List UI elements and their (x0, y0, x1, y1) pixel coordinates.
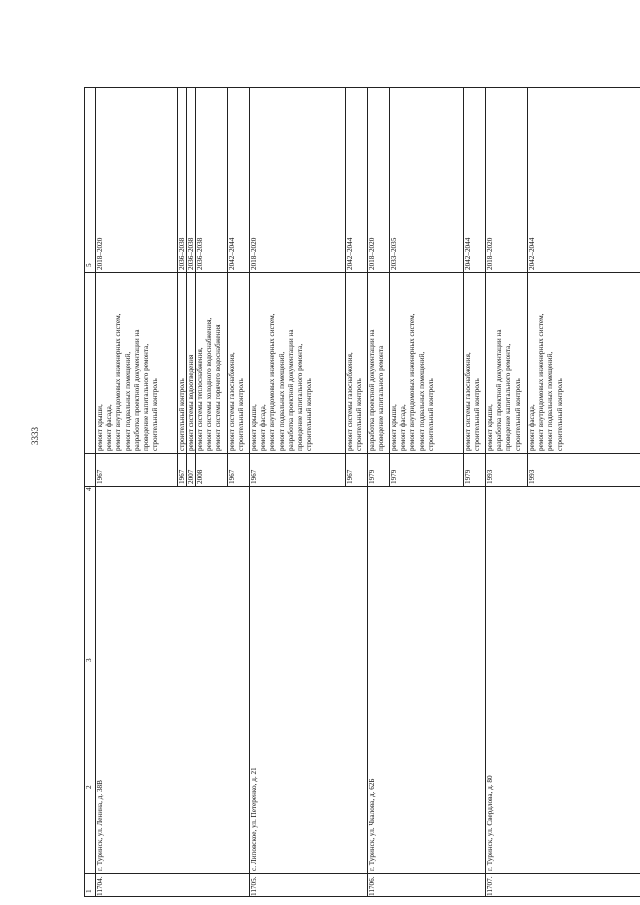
work-line: ремонт системы теплоснабжения, (196, 347, 204, 451)
table-border-right (84, 87, 640, 88)
row-id: 11705. (250, 876, 258, 896)
work-line: разработка проектной документации на (132, 329, 141, 451)
col-header-2: 2 (85, 785, 93, 789)
column-divider (84, 873, 640, 874)
row-period: 2036–2038 (178, 237, 186, 270)
work-line: проведение капитального ремонта, (504, 343, 513, 451)
subrow-divider (345, 87, 346, 487)
row-divider (485, 87, 486, 897)
table-border-top (84, 87, 85, 897)
col-header-4: 4 (85, 487, 93, 491)
row-year: 1979 (464, 469, 472, 484)
row-period: 2042–2044 (528, 237, 536, 270)
row-year: 1979 (390, 469, 398, 484)
row-id: 11706. (368, 876, 376, 896)
work-line: ремонт фасада, (399, 404, 408, 451)
work-line: ремонт фасада, (528, 404, 536, 451)
work-line: разработка проектной документации на (286, 329, 295, 451)
header-divider (95, 87, 96, 897)
col-header-1: 1 (85, 889, 93, 893)
work-line: строительный контроль (355, 378, 364, 451)
row-address: с. Липовское, ул. Петеренко, д. 21 (250, 767, 258, 871)
table-border-left (84, 896, 640, 897)
work-line: ремонт внутридомовых инженерных систем, (537, 313, 546, 451)
work-line: ремонт системы газоснабжения, (228, 352, 236, 451)
row-period: 2018–2020 (96, 237, 104, 270)
page-number: 3333 (30, 427, 40, 445)
work-line: ремонт системы газоснабжения, (346, 352, 354, 451)
row-period: 2018–2020 (368, 237, 376, 270)
work-line: ремонт крыши, (250, 404, 258, 451)
column-divider (84, 272, 640, 273)
subrow-divider (177, 87, 178, 487)
work-line: ремонт системы водоотведения (187, 354, 195, 451)
row-divider (367, 87, 368, 897)
work-line: ремонт фасада, (259, 404, 268, 451)
work-line: ремонт внутридомовых инженерных систем, (268, 313, 277, 451)
row-address: г. Туринск, ул. Чкалова, д. 62Б (368, 778, 376, 871)
work-line: ремонт фасада, (105, 404, 114, 451)
subrow-divider (389, 87, 390, 487)
row-period: 2018–2020 (250, 237, 258, 270)
work-line: строительный контроль (473, 378, 482, 451)
row-year: 1967 (346, 469, 354, 484)
work-line: строительный контроль (237, 378, 246, 451)
subrow-divider (463, 87, 464, 487)
row-divider (249, 87, 250, 897)
row-id: 11704. (96, 876, 104, 896)
row-period: 2033–2035 (390, 237, 398, 270)
col-header-5: 5 (85, 263, 93, 267)
row-period: 2042–2044 (346, 237, 354, 270)
work-line: ремонт крыши, (486, 404, 494, 451)
row-year: 1993 (486, 469, 494, 484)
column-divider (84, 453, 640, 454)
work-line: строительный контроль (513, 378, 522, 451)
work-line: ремонт системы газоснабжения, (464, 352, 472, 451)
col-header-3: 3 (85, 658, 93, 662)
work-line: строительный контроль (555, 378, 564, 451)
row-year: 1967 (178, 469, 186, 484)
work-line: ремонт системы горячего водоснабжения (214, 324, 223, 451)
row-period: 2036–2038 (187, 237, 195, 270)
work-line: ремонт системы холодного водоснабжения, (205, 317, 214, 451)
row-year: 1993 (528, 469, 536, 484)
subrow-divider (227, 87, 228, 487)
work-line: ремонт внутридомовых инженерных систем, (408, 313, 417, 451)
row-year: 1967 (96, 469, 104, 484)
column-divider (84, 486, 640, 487)
row-period: 2042–2044 (228, 237, 236, 270)
subrow-divider (527, 87, 528, 487)
work-line: строительный контроль (178, 378, 186, 451)
row-address: г. Туринск, ул. Ленина, д. 38В (96, 780, 104, 871)
work-line: ремонт внутридомовых инженерных систем, (114, 313, 123, 451)
work-line: ремонт подвальных помещений, (277, 351, 286, 451)
row-period: 2036–2038 (196, 237, 204, 270)
row-year: 2007 (187, 469, 195, 484)
row-year: 1967 (250, 469, 258, 484)
work-line: проведение капитального ремонта (377, 345, 386, 451)
row-id: 11707. (486, 876, 494, 896)
work-line: ремонт крыши, (390, 404, 398, 451)
row-period: 2018–2020 (486, 237, 494, 270)
work-line: ремонт подвальных помещений, (123, 351, 132, 451)
subrow-divider (195, 87, 196, 487)
work-line: проведение капитального ремонта, (142, 343, 151, 451)
row-address: г. Туринск, ул. Свердлова, д. 80 (486, 775, 494, 871)
row-year: 1979 (368, 469, 376, 484)
work-line: разработка проектной документации на (495, 329, 504, 451)
work-line: ремонт крыши, (96, 404, 104, 451)
row-period: 2042–2044 (464, 237, 472, 270)
row-year: 2008 (196, 469, 204, 484)
works-table (84, 87, 640, 897)
work-line: разработка проектной документации на (368, 329, 376, 451)
work-line: проведение капитального ремонта, (296, 343, 305, 451)
row-year: 1967 (228, 469, 236, 484)
work-line: строительный контроль (305, 378, 314, 451)
work-line: строительный контроль (426, 378, 435, 451)
work-line: ремонт подвальных помещений, (546, 351, 555, 451)
work-line: строительный контроль (151, 378, 160, 451)
work-line: ремонт подвальных помещений, (417, 351, 426, 451)
subrow-divider (186, 87, 187, 487)
